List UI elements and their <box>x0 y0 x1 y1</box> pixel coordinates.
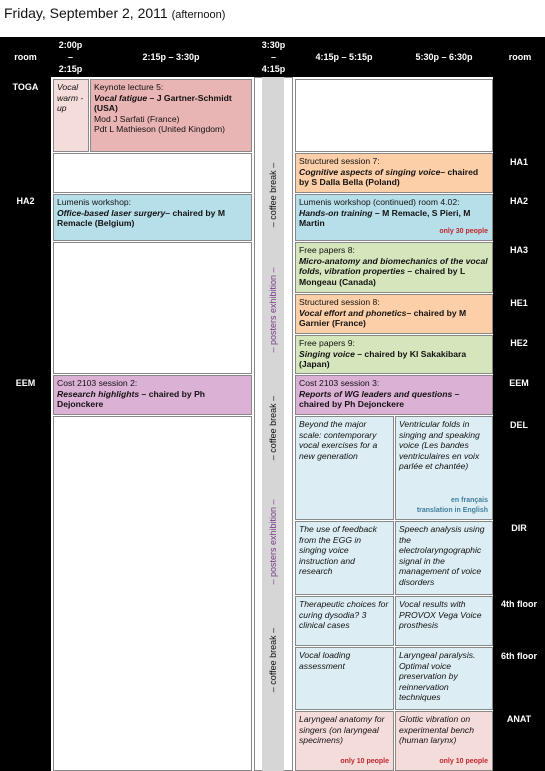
workshop-dir-a[interactable] <box>295 521 394 595</box>
anat-a-capacity-note: only 10 people <box>340 758 389 766</box>
room-label-ha2-right: HA2 <box>509 196 528 206</box>
ss8-chair: – chaired by M Garnier (France) <box>299 307 467 329</box>
empty-cell-3 <box>53 416 252 771</box>
header-slot-530: 5:30p – 6:30p <box>395 37 493 77</box>
header-room-left: room <box>0 37 51 77</box>
lumenis-chair: – chaired by M Remacle (Belgium) <box>57 207 225 229</box>
header-slot-415: 4:15p – 5:15p <box>295 37 393 77</box>
dir-b-text: Speech analysis using the electrolaryngographic signal in the management of voice disorders <box>399 524 485 587</box>
keynote-president: Pdt L Mathieson (United Kingdom) <box>94 124 226 135</box>
empty-cell-2 <box>53 242 252 374</box>
keynote-moderator: Mod J Sarfati (France) <box>94 113 180 124</box>
lumenis2-capacity-note: only 30 people <box>439 228 488 236</box>
del-a-text: Beyond the major scale: contemporary vocal exercises for a new generation <box>299 419 378 461</box>
fp9-title: Singing voice <box>299 348 355 359</box>
cost2-label: Cost 2103 session 2: <box>57 378 138 388</box>
ss7-title: Cognitive aspects of singing voice <box>299 166 441 177</box>
dir-a-text: The use of feedback from the EGG in singing voice instruction and research <box>299 524 377 577</box>
empty-cell-4 <box>295 79 493 152</box>
room-label-he1: HE1 <box>510 298 528 308</box>
anat-a-text: Laryngeal anatomy for singers (on laryngeal specimens) <box>299 714 385 746</box>
session-lumenis-workshop[interactable] <box>53 194 252 241</box>
cost3-title: Reports of WG leaders and questions <box>299 388 453 399</box>
lumenis2-label: Lumenis workshop (continued) room 4.02: <box>299 197 460 207</box>
fp8-title: Micro-anatomy and biomechanics of the vocal folds, vibration properties <box>299 255 488 277</box>
room-label-dir: DIR <box>511 523 527 533</box>
session-cost-2103-3[interactable] <box>295 375 493 415</box>
posters-exhibition-label-2: – posters exhibition – <box>268 499 278 585</box>
header-slot-330: 3:30p – 4:15p <box>254 37 293 77</box>
f4-a-text: Therapeutic choices for curing dysodia? 3 clinical cases <box>299 599 389 631</box>
room-label-ha2-left: HA2 <box>16 196 35 206</box>
coffee-break-label-2: – coffee break – <box>268 395 278 461</box>
f6-a-text: Vocal loading assessment <box>299 650 351 671</box>
room-label-he2: HE2 <box>510 338 528 348</box>
lumenis2-title: Hands-on training <box>299 207 373 218</box>
keynote-label: Keynote lecture 5: <box>94 82 164 92</box>
f6-b-text: Laryngeal paralysis. Optimal voice preservation by reinnervation techniques <box>399 650 476 703</box>
room-column-left <box>0 77 51 771</box>
keynote-title: Vocal fatigue <box>94 92 148 103</box>
room-label-eem-left: EEM <box>15 378 36 388</box>
empty-cell-1 <box>53 153 252 193</box>
room-label-ha1: HA1 <box>509 157 528 167</box>
del-b-language-note: en français <box>451 497 488 505</box>
keynote-speaker: – J Gartner-Schmidt (USA) <box>94 92 232 114</box>
workshop-del-a[interactable] <box>295 416 394 520</box>
cost2-title: Research highlights <box>57 388 140 399</box>
del-b-translation-note: translation in English <box>416 507 488 515</box>
fp8-label: Free papers 8: <box>299 245 355 255</box>
workshop-anat-b[interactable] <box>395 711 493 771</box>
header-slot-200: 2:00p – 2:15p <box>53 37 88 77</box>
room-label-anat: ANAT <box>506 714 532 724</box>
room-label-eem-right: EEM <box>509 378 529 388</box>
workshop-anat-a[interactable] <box>295 711 394 771</box>
ss8-label: Structured session 8: <box>299 297 380 307</box>
session-free-papers-9[interactable] <box>295 335 493 374</box>
session-cost-2103-2[interactable] <box>53 375 252 415</box>
ss8-title: Vocal effort and phonetics <box>299 307 407 318</box>
page-title <box>4 4 225 24</box>
session-structured-8[interactable] <box>295 294 493 334</box>
session-lumenis-continued[interactable] <box>295 194 493 241</box>
workshop-6th-floor-b[interactable] <box>395 647 493 710</box>
fp8-chair: – chaired by L Mongeau (Canada) <box>299 266 466 287</box>
session-structured-7[interactable] <box>295 153 493 193</box>
title-date: Friday, September 2, 2011 <box>4 5 168 21</box>
warmup-text: Vocal warm -up <box>57 82 84 114</box>
workshop-4th-floor-b[interactable] <box>395 596 493 646</box>
fp9-label: Free papers 9: <box>299 338 355 348</box>
coffee-break-label-1: – coffee break – <box>268 162 278 228</box>
ss7-label: Structured session 7: <box>299 156 380 166</box>
ss7-chair: – chaired by S Dalla Bella (Poland) <box>299 166 479 188</box>
coffee-break-label-3: – coffee break – <box>268 627 278 693</box>
session-free-papers-8[interactable] <box>295 242 493 293</box>
lumenis2-speakers: – M Remacle, S Pieri, M Martin <box>299 207 471 229</box>
lumenis-label: Lumenis workshop: <box>57 197 132 207</box>
fp9-chair: – chaired by Kl Sakakibara (Japan) <box>299 348 467 370</box>
f4-b-text: Vocal results with PROVOX Vega Voice prosthesis <box>399 599 482 631</box>
room-label-6th-floor: 6th floor <box>501 651 537 661</box>
session-vocal-warmup[interactable] <box>53 79 89 152</box>
header-room-right: room <box>495 37 545 77</box>
workshop-dir-b[interactable] <box>395 521 493 595</box>
posters-exhibition-label-1: – posters exhibition – <box>268 267 278 353</box>
header-slot-215: 2:15p – 3:30p <box>90 37 252 77</box>
session-keynote-5[interactable] <box>90 79 252 152</box>
workshop-6th-floor-a[interactable] <box>295 647 394 710</box>
workshop-4th-floor-a[interactable] <box>295 596 394 646</box>
room-label-toga: TOGA <box>12 82 39 92</box>
room-label-ha3: HA3 <box>509 245 528 255</box>
anat-b-text: Glottic vibration on experimental bench (human larynx) <box>399 714 475 746</box>
del-b-text: Ventricular folds in singing and speaking voice (Les bandes ventriculaires en voix parlée et chantée) <box>399 419 480 472</box>
cost3-label: Cost 2103 session 3: <box>299 378 380 388</box>
room-label-del: DEL <box>510 420 528 430</box>
room-label-4th-floor: 4th floor <box>501 599 537 609</box>
lumenis-title: Office-based laser surgery <box>57 207 166 218</box>
title-subtitle: (afternoon) <box>171 9 226 21</box>
cost3-chair: – chaired by Ph Dejonckere <box>299 388 460 410</box>
workshop-del-b[interactable] <box>395 416 493 520</box>
anat-b-capacity-note: only 10 people <box>439 758 488 766</box>
cost2-chair: – chaired by Ph Dejonckere <box>57 388 206 410</box>
